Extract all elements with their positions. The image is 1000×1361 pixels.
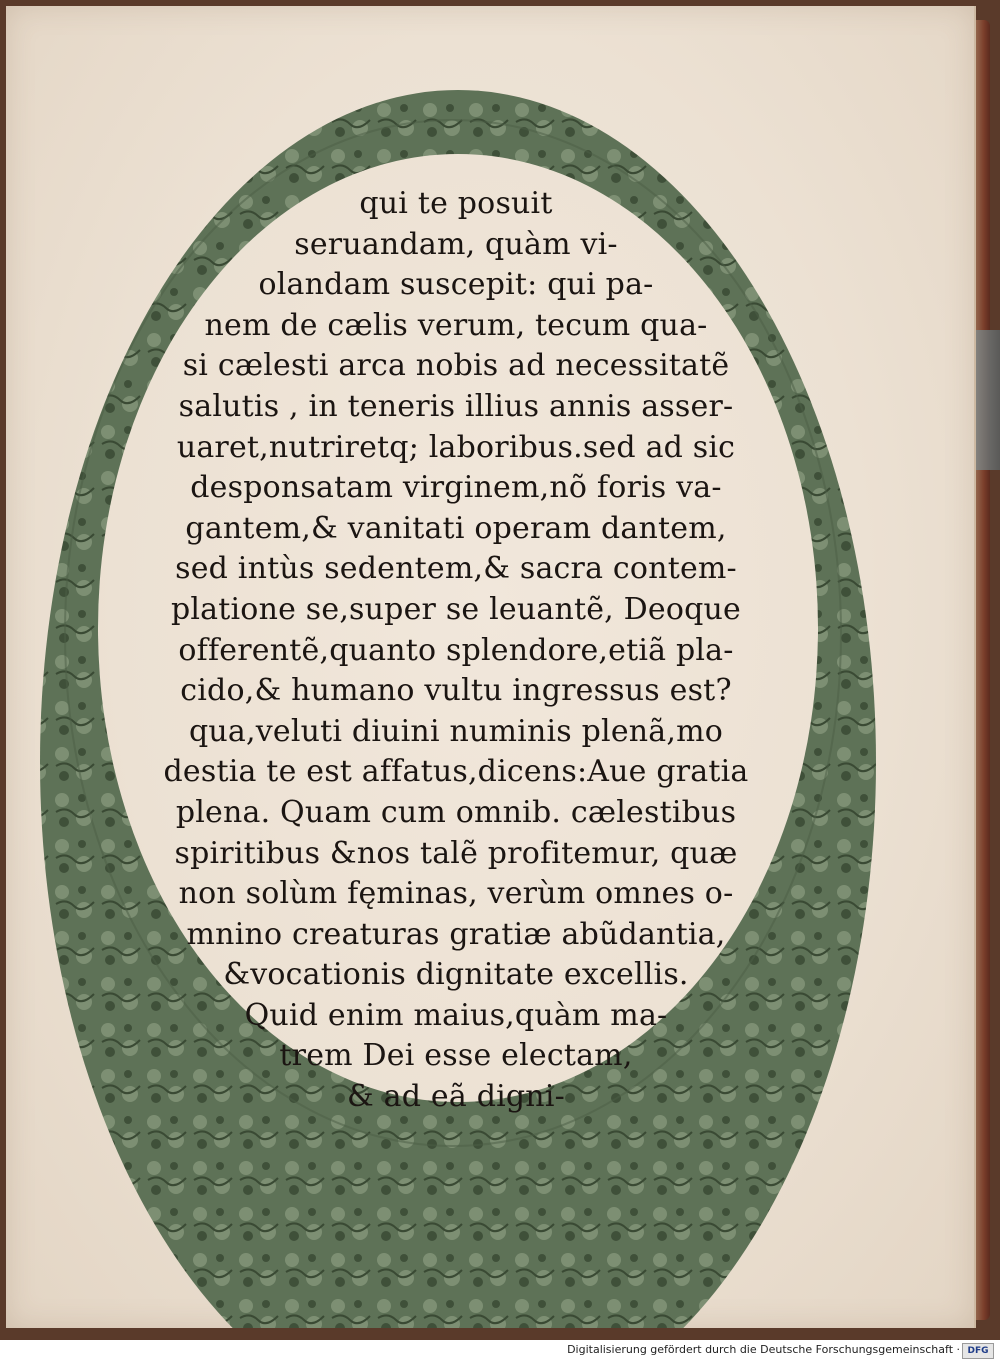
text-line: qua,veluti diuini numinis plenã,mo	[188, 713, 724, 749]
text-line: spiritibus &nos talẽ profitemur, quæ	[174, 835, 738, 871]
text-line: gantem,& vanitati operam dantem,	[185, 510, 727, 546]
book-page	[6, 6, 976, 1328]
text-line: sed intùs sedentem,& sacra contem-	[175, 551, 737, 587]
text-line: non solùm fęminas, verùm omnes o-	[178, 876, 734, 912]
text-line: offerentẽ,quanto splendore,etiã pla-	[178, 632, 734, 668]
text-line: seruandam, quàm vi-	[294, 226, 618, 262]
text-line: platione se,super se leuantẽ, Deoque	[170, 591, 742, 627]
text-line: plena. Quam cum omnib. cælestibus	[175, 794, 737, 830]
text-line: destia te est affatus,dicens:Aue gratia	[163, 754, 749, 790]
text-line: trem Dei esse electam,	[279, 1038, 633, 1074]
text-line: salutis , in teneris illius annis asser-	[178, 388, 734, 424]
text-line: desponsatam virginem,nõ foris va-	[190, 470, 722, 506]
text-line: nem de cælis verum, tecum qua-	[204, 307, 708, 343]
text-line: si cælesti arca nobis ad necessitatẽ	[182, 348, 730, 384]
main-text	[96, 184, 816, 1118]
text-line: cido,& humano vultu ingressus est?	[180, 673, 732, 709]
text-line: Quid enim maius,quàm ma-	[244, 997, 668, 1033]
text-line: & ad eã digni-	[347, 1079, 565, 1115]
footer-bar	[0, 1340, 1000, 1361]
text-line: olandam suscepit: qui pa-	[258, 267, 654, 303]
text-line: &vocationis dignitate excellis.	[223, 957, 689, 993]
text-line: qui te posuit	[359, 186, 553, 221]
dfg-logo-icon: DFG	[962, 1343, 994, 1359]
text-line: uaret,nutriretq; laboribus.sed ad sic	[176, 429, 736, 465]
text-line: mnino creaturas gratiæ abũdantia,	[186, 916, 726, 952]
funding-credit: Digitalisierung gefördert durch die Deutsche Forschungsgemeinschaft ·	[567, 1343, 960, 1356]
